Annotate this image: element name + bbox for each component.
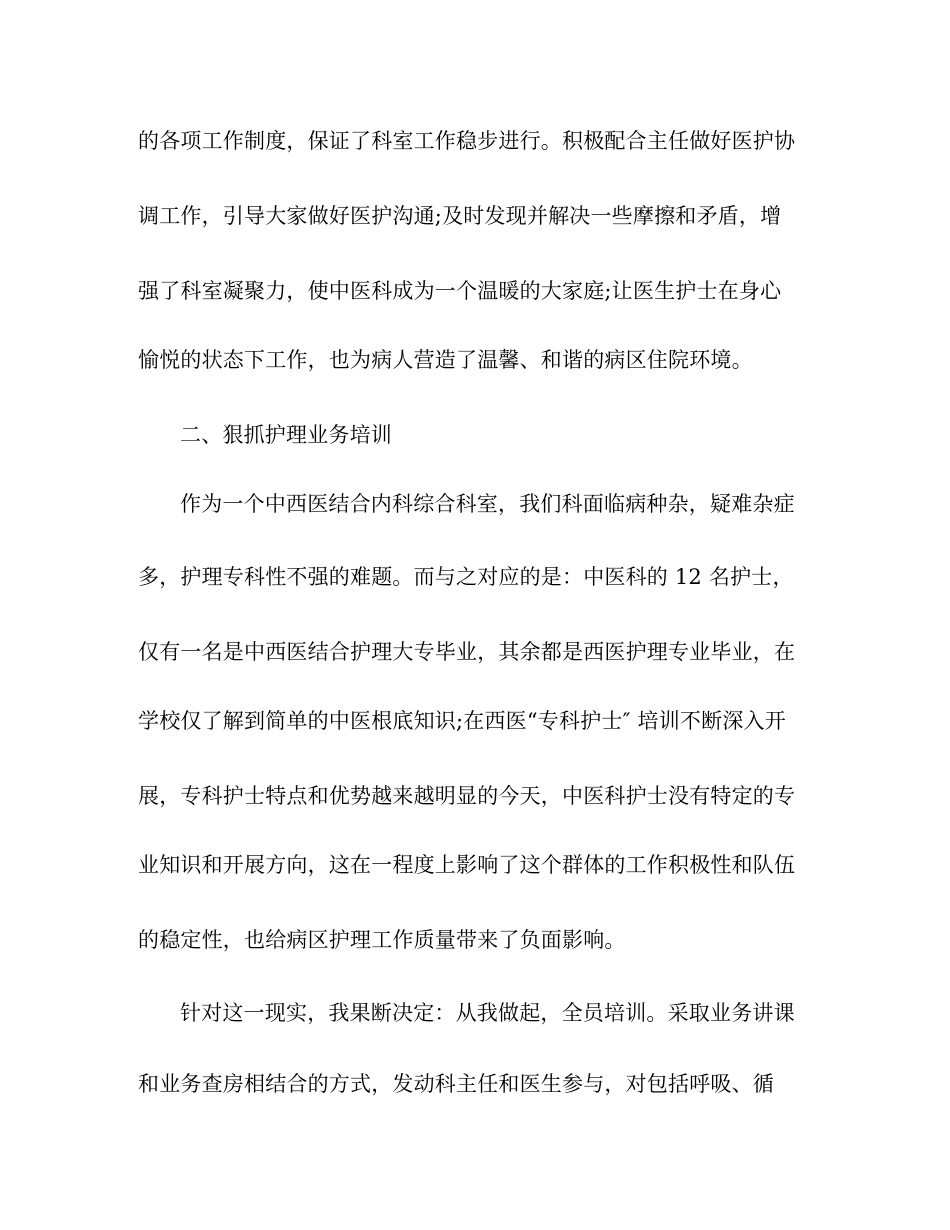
paragraph-line: 的各项工作制度，保证了科室工作稳步进行。积极配合主任做好医护协: [138, 129, 796, 153]
paragraph-line: 学校仅了解到简单的中医根底知识;在西医“专科护士″ 培训不断深入开: [138, 709, 786, 733]
paragraph-line: 仅有一名是中西医结合护理大专毕业，其余都是西医护理专业毕业，在: [138, 640, 796, 664]
paragraph-line: 业知识和开展方向，这在一程度上影响了这个群体的工作积极性和队伍: [138, 853, 796, 877]
paragraph-line: 作为一个中西医结合内科综合科室，我们科面临病种杂，疑难杂症: [180, 492, 795, 516]
section-heading: 二、狠抓护理业务培训: [180, 423, 392, 447]
paragraph-line: 的稳定性，也给病区护理工作质量带来了负面影响。: [138, 928, 626, 952]
paragraph-line: 愉悦的状态下工作，也为病人营造了温馨、和谐的病区住院环境。: [138, 348, 753, 372]
paragraph-line: 调工作，引导大家做好医护沟通;及时发现并解决一些摩擦和矛盾，增: [138, 204, 782, 228]
paragraph-line: 强了科室凝聚力，使中医科成为一个温暖的大家庭;让医生护士在身心: [138, 279, 782, 303]
paragraph-line: 和业务查房相结合的方式，发动科主任和医生参与，对包括呼吸、循: [138, 1072, 774, 1096]
paragraph-line: 针对这一现实，我果断决定：从我做起，全员培训。采取业务讲课: [180, 1001, 795, 1025]
paragraph-line: 多，护理专科性不强的难题。而与之对应的是：中医科的 12 名护士，: [138, 565, 794, 589]
paragraph-line: 展，专科护士特点和优势越来越明显的今天，中医科护士没有特定的专: [138, 784, 796, 808]
